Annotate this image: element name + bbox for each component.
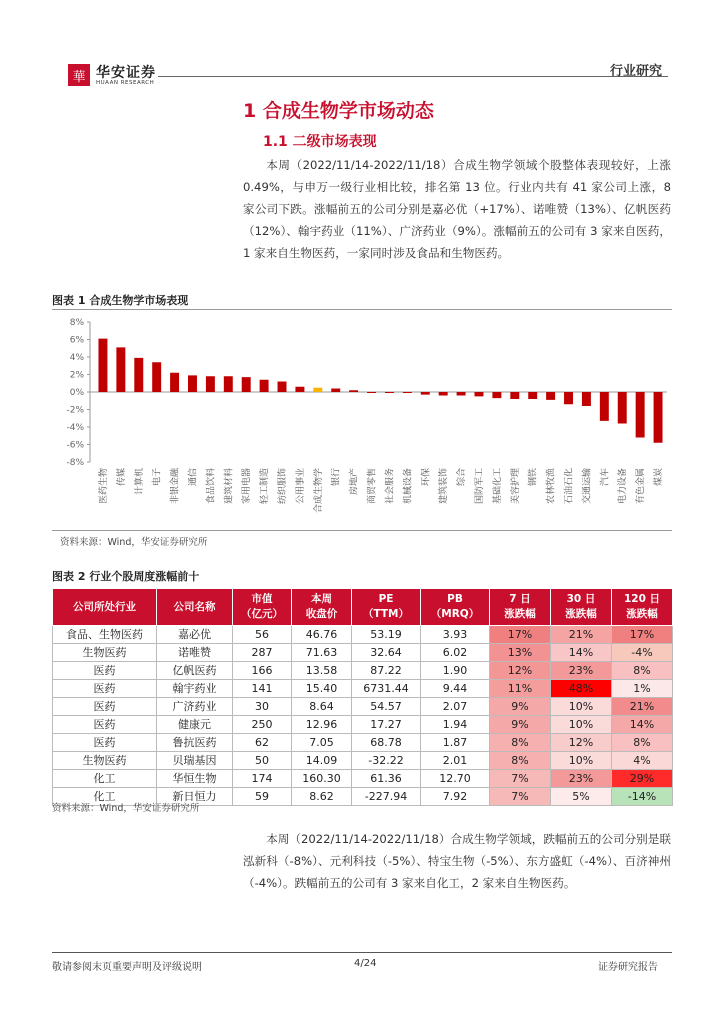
category-label: 合成生物学 (313, 468, 324, 514)
table-cell: 62 (233, 734, 292, 752)
table-cell: 嘉必优 (157, 626, 233, 644)
table-cell: 7% (490, 788, 551, 806)
table-row (53, 626, 673, 644)
column-header: 公司所处行业 (53, 589, 157, 626)
table-cell: 29% (612, 770, 673, 788)
table-cell: 68.78 (352, 734, 421, 752)
bar-12 (295, 387, 304, 392)
table-cell: 17% (612, 626, 673, 644)
table-cell: -227.94 (352, 788, 421, 806)
y-tick-label: 8% (69, 318, 84, 328)
table-row (53, 752, 673, 770)
figure2-title: 图表 2 行业个股周度涨幅前十 (52, 570, 200, 583)
y-tick-label: 4% (69, 353, 84, 363)
table-cell: 10% (551, 716, 612, 734)
column-header: 30 日 涨跌幅 (551, 589, 612, 626)
category-label: 非银金融 (170, 468, 181, 505)
table-cell: 160.30 (292, 770, 352, 788)
category-label: 交通运输 (582, 468, 593, 505)
bar-19 (421, 392, 430, 395)
table-cell: 17.27 (352, 716, 421, 734)
category-label: 银行 (331, 468, 342, 487)
table-cell: 12% (551, 734, 612, 752)
table-cell: 7.92 (421, 788, 490, 806)
category-label: 环保 (421, 468, 432, 487)
table-cell: 1% (612, 680, 673, 698)
category-label: 美容护理 (510, 468, 521, 505)
bar-29 (600, 392, 609, 421)
category-label: 汽车 (600, 468, 611, 487)
table-cell: 12% (490, 662, 551, 680)
decliners-summary-paragraph: 本周（2022/11/14-2022/11/18）合成生物学领域，跌幅前五的公司分别是联泓新科（-8%）、元利科技（-5%）、特宝生物（-5%）、东方盛虹（-4%）、百济神州（-4%）。跌幅前五的公司有 3 家来自化工，2 家来自生物医药。 (243, 832, 671, 890)
table-cell: 7% (490, 770, 551, 788)
table-cell: 华恒生物 (157, 770, 233, 788)
table-cell: 21% (612, 698, 673, 716)
header-rule (158, 76, 668, 77)
report-section-label: 行业研究 (609, 64, 662, 79)
bar-2 (116, 347, 125, 392)
category-label: 机械设备 (403, 468, 414, 505)
y-tick-label: 2% (69, 370, 84, 381)
bar-23 (492, 392, 501, 398)
table-cell: 32.64 (352, 644, 421, 662)
table-cell: -14% (612, 788, 673, 806)
table-cell: 14% (612, 716, 673, 734)
bar-6 (188, 375, 197, 392)
table-cell: 23% (551, 770, 612, 788)
column-header: 7 日 涨跌幅 (490, 589, 551, 626)
table-cell: 生物医药 (53, 752, 157, 770)
table-cell: 8% (490, 734, 551, 752)
category-label: 通信 (188, 468, 199, 487)
column-header: PB （MRQ） (421, 589, 490, 626)
footer-rule (52, 952, 672, 953)
category-label: 纺织服饰 (278, 468, 289, 505)
table-cell: 17% (490, 626, 551, 644)
table-cell: 287 (233, 644, 292, 662)
table-cell: 8.64 (292, 698, 352, 716)
category-label: 石油石化 (564, 468, 575, 505)
bar-26 (546, 392, 555, 400)
table-cell: 30 (233, 698, 292, 716)
table-cell: 诺唯赞 (157, 644, 233, 662)
section-heading: 1 合成生物学市场动态 (243, 100, 434, 122)
table-cell: 71.63 (292, 644, 352, 662)
table-cell: 6731.44 (352, 680, 421, 698)
table-cell: 6.02 (421, 644, 490, 662)
table-cell: 医药 (53, 698, 157, 716)
table-cell: 166 (233, 662, 292, 680)
category-label: 食品饮料 (206, 468, 217, 505)
bar-21 (457, 392, 466, 396)
table-cell: 1.90 (421, 662, 490, 680)
table-cell: 10% (551, 698, 612, 716)
table-cell: 13.58 (292, 662, 352, 680)
category-label: 煤炭 (654, 468, 665, 487)
table-cell: 2.01 (421, 752, 490, 770)
table-row (53, 770, 673, 788)
table-cell: 174 (233, 770, 292, 788)
bar-20 (439, 392, 448, 396)
table-cell: -32.22 (352, 752, 421, 770)
figure2-source: 资料来源：Wind，华安证券研究所 (52, 803, 200, 814)
table-cell: 亿帆医药 (157, 662, 233, 680)
bar-14 (331, 389, 340, 393)
bar-11 (278, 382, 287, 393)
table-cell: 8.62 (292, 788, 352, 806)
category-label: 轻工制造 (260, 468, 271, 505)
market-summary-paragraph: 本周（2022/11/14-2022/11/18）合成生物学领域个股整体表现较好，上涨 0.49%，与申万一级行业相比较，排名第 13 位。行业内共有 41 家公司上涨，8 家公司下跌。涨幅前五的公司分别是嘉必优（+17%）、诺唯赞（13%）、亿帆医药（12%）、翰宇药业（11%）、广济药业（9%）。涨幅前五的公司有 3 家来自医药，1 家来自生物医药，一家同时涉及食品和生物医药。 (243, 158, 671, 260)
bar-9 (242, 377, 251, 392)
category-label: 家用电器 (242, 468, 253, 505)
table-cell: 12.70 (421, 770, 490, 788)
figure1-title: 图表 1 合成生物学市场表现 (52, 294, 189, 307)
y-tick-label: -4% (66, 423, 84, 433)
y-tick-label: 0% (69, 388, 84, 398)
table-cell: 1.87 (421, 734, 490, 752)
figure1-top-rule (52, 309, 672, 310)
table-cell: 8% (612, 662, 673, 680)
table-row (53, 680, 673, 698)
table-cell: 医药 (53, 662, 157, 680)
table-cell: 48% (551, 680, 612, 698)
table-cell: 14% (551, 644, 612, 662)
table-cell: 15.40 (292, 680, 352, 698)
table-cell: 10% (551, 752, 612, 770)
table-row (53, 716, 673, 734)
table-cell: 13% (490, 644, 551, 662)
table-cell: 贝瑞基因 (157, 752, 233, 770)
table-cell: 50 (233, 752, 292, 770)
category-label: 医药生物 (98, 468, 109, 505)
category-label: 有色金属 (636, 468, 647, 505)
category-label: 电子 (152, 468, 163, 487)
table-cell: 生物医药 (53, 644, 157, 662)
column-header: 120 日 涨跌幅 (612, 589, 673, 626)
table-cell: 化工 (53, 770, 157, 788)
category-label: 社会服务 (385, 468, 396, 505)
category-label: 传媒 (116, 468, 127, 487)
table-cell: 8% (490, 752, 551, 770)
table-cell: 14.09 (292, 752, 352, 770)
bar-18 (403, 392, 412, 393)
figure1-bottom-rule (52, 530, 672, 531)
bar-17 (385, 392, 394, 393)
bar-8 (224, 376, 233, 392)
bar-15 (349, 390, 358, 392)
bar-24 (510, 392, 519, 399)
company-logo-en: HUAAN RESEARCH (96, 80, 155, 86)
table-cell: 广济药业 (157, 698, 233, 716)
figure1-source: 资料来源：Wind，华安证券研究所 (60, 537, 208, 548)
table-cell: 5% (551, 788, 612, 806)
bar-32 (654, 392, 663, 443)
table-cell: 鲁抗医药 (157, 734, 233, 752)
market-performance-chart (52, 312, 672, 530)
bar-1 (98, 339, 107, 392)
table-cell: 21% (551, 626, 612, 644)
bar-31 (636, 392, 645, 438)
subsection-heading: 1.1 二级市场表现 (263, 134, 377, 150)
category-label: 国防军工 (474, 468, 485, 505)
y-tick-label: 6% (69, 335, 84, 346)
table-row (53, 644, 673, 662)
table-cell: 新日恒力 (157, 788, 233, 806)
table-cell: 87.22 (352, 662, 421, 680)
table-cell: 23% (551, 662, 612, 680)
table-cell: 9.44 (421, 680, 490, 698)
category-label: 电力设备 (618, 468, 629, 505)
y-tick-label: -6% (66, 440, 84, 451)
table-cell: 9% (490, 716, 551, 734)
table-cell: 食品、生物医药 (53, 626, 157, 644)
table-cell: 医药 (53, 734, 157, 752)
table-cell: 2.07 (421, 698, 490, 716)
table-cell: 翰宇药业 (157, 680, 233, 698)
top-ten-gainers-table (52, 588, 673, 806)
bar-25 (528, 392, 537, 399)
table-cell: 1.94 (421, 716, 490, 734)
category-label: 综合 (457, 468, 468, 487)
table-cell: 化工 (53, 788, 157, 806)
company-logo-name: 华安证券 (96, 65, 156, 81)
table-header-row (53, 589, 673, 626)
category-label: 农林牧渔 (546, 468, 557, 505)
table-cell: 59 (233, 788, 292, 806)
table-cell: 医药 (53, 716, 157, 734)
table-cell: 46.76 (292, 626, 352, 644)
bar-13 (313, 388, 322, 392)
table-cell: -4% (612, 644, 673, 662)
bar-16 (367, 392, 376, 393)
table-cell: 3.93 (421, 626, 490, 644)
table-cell: 12.96 (292, 716, 352, 734)
footer-disclaimer: 敬请参阅末页重要声明及评级说明 (52, 962, 202, 973)
table-cell: 250 (233, 716, 292, 734)
table-cell: 医药 (53, 680, 157, 698)
table-row (53, 698, 673, 716)
table-cell: 8% (612, 734, 673, 752)
bar-4 (152, 362, 161, 392)
table-cell: 61.36 (352, 770, 421, 788)
table-row (53, 734, 673, 752)
table-cell: 9% (490, 698, 551, 716)
category-label: 建筑装饰 (439, 468, 450, 505)
table-cell: 11% (490, 680, 551, 698)
column-header: PE （TTM） (352, 589, 421, 626)
footer-report-type: 证券研究报告 (598, 962, 658, 973)
table-cell: 56 (233, 626, 292, 644)
bar-7 (206, 376, 215, 392)
category-label: 钢铁 (528, 468, 539, 487)
column-header: 公司名称 (157, 589, 233, 626)
category-label: 商贸零售 (367, 468, 378, 505)
table-cell: 4% (612, 752, 673, 770)
bar-30 (618, 392, 627, 424)
bar-27 (564, 392, 573, 404)
column-header: 本周 收盘价 (292, 589, 352, 626)
category-label: 基础化工 (492, 468, 503, 505)
table-cell: 54.57 (352, 698, 421, 716)
bar-22 (475, 392, 484, 396)
bar-5 (170, 373, 179, 392)
company-logo-mark: 華 (68, 64, 90, 86)
table-row (53, 662, 673, 680)
table-cell: 141 (233, 680, 292, 698)
category-label: 建筑材料 (224, 468, 235, 505)
y-tick-label: -2% (66, 405, 84, 416)
category-label: 公用事业 (295, 468, 306, 505)
table-cell: 53.19 (352, 626, 421, 644)
column-header: 市值 （亿元） (233, 589, 292, 626)
bar-28 (582, 392, 591, 406)
table-cell: 健康元 (157, 716, 233, 734)
bar-3 (134, 358, 143, 392)
category-label: 计算机 (134, 468, 145, 496)
category-label: 房地产 (349, 468, 360, 496)
table-cell: 7.05 (292, 734, 352, 752)
page-number: 4/24 (354, 958, 377, 969)
y-tick-label: -8% (66, 458, 84, 468)
bar-10 (260, 380, 269, 392)
